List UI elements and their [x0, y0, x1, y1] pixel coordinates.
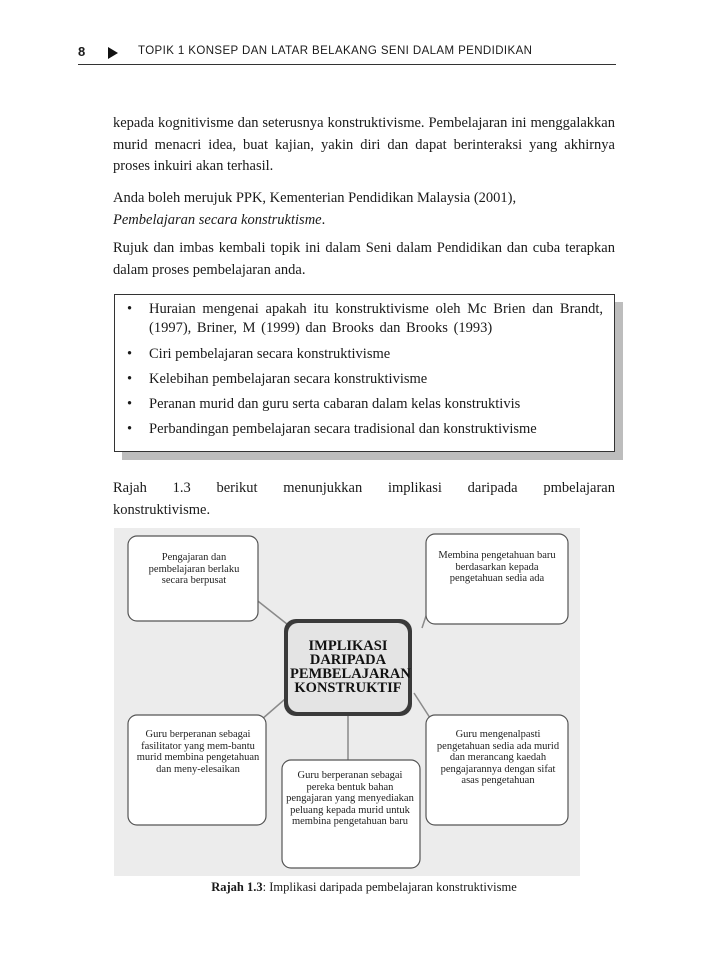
connector-top-left	[254, 598, 292, 628]
list-item: • Perbandingan pembelajaran secara tradisional dan konstruktivisme	[125, 420, 603, 439]
concept-diagram	[114, 528, 580, 876]
paragraph-4: Rajah 1.3 berikut menunjukkan implikasi daripada pmbelajaran konstruktivisme.	[113, 480, 615, 518]
paragraph-2-text: Anda boleh merujuk PPK, Kementerian Pendidikan Malaysia (2001),	[113, 190, 517, 206]
page-number: 8	[78, 44, 86, 59]
node-top-right: Membina pengetahuan baru berdasarkan kepada pengetahuan sedia ada	[438, 550, 556, 584]
header-rule	[78, 64, 616, 65]
topic-box	[114, 294, 615, 452]
figure-caption	[0, 880, 728, 895]
center-node-label: IMPLIKASI DARIPADA PEMBELAJARAN KONSTRUKTIF	[290, 638, 411, 696]
node-bottom-center: Guru berperanan sebagai pereka bentuk bahan pengajaran yang menyediakan peluang kepada murid untuk membina pengetahuan baru	[286, 770, 414, 827]
caption-label: Rajah 1.3	[211, 880, 263, 894]
paragraph-2-end: .	[321, 211, 326, 228]
list-item: • Ciri pembelajaran secara konstruktivisme	[125, 345, 603, 364]
paragraph-3: Rujuk dan imbas kembali topik ini dalam Seni dalam Pendidikan dan cuba terapkan dalam proses pembelajaran anda.	[113, 240, 615, 278]
list-item: • Huraian mengenai apakah itu konstruktivisme oleh Mc Brien dan Brandt, (1997), Briner, M (1999) dan Brooks dan Brooks (1993)	[125, 300, 603, 338]
node-bottom-right: Guru mengenalpasti pengetahuan sedia ada murid dan merancang kaedah pengajarannya dengan sifat asas pengetahuan	[436, 729, 560, 786]
header-title: TOPIK 1 KONSEP DAN LATAR BELAKANG SENI DALAM PENDIDIKAN	[138, 45, 533, 57]
caption-text: : Implikasi daripada pembelajaran konstruktivisme	[262, 880, 517, 894]
reference-title: Pembelajaran secara konstruktisme	[113, 211, 322, 228]
page-header	[78, 44, 616, 64]
list-item: • Peranan murid dan guru serta cabaran dalam kelas konstruktivis	[125, 395, 603, 414]
triangle-right-icon	[108, 47, 118, 59]
paragraph-2	[113, 188, 615, 231]
node-bottom-left: Guru berperanan sebagai fasilitator yang mem-bantu murid membina pengetahuan dan meny-elesaikan	[136, 729, 260, 775]
node-top-left: Pengajaran dan pembelajaran berlaku secara berpusat	[148, 552, 240, 586]
list-item: • Kelebihan pembelajaran secara konstruktivisme	[125, 370, 603, 389]
paragraph-1: kepada kognitivisme dan seterusnya konstruktivisme. Pembelajaran ini menggalakkan murid menacri idea, buat kajian, yakin diri dan dapat berinteraksi yang akhirnya proses inkuiri akan terhasil.	[113, 115, 615, 174]
topic-list	[125, 300, 603, 445]
